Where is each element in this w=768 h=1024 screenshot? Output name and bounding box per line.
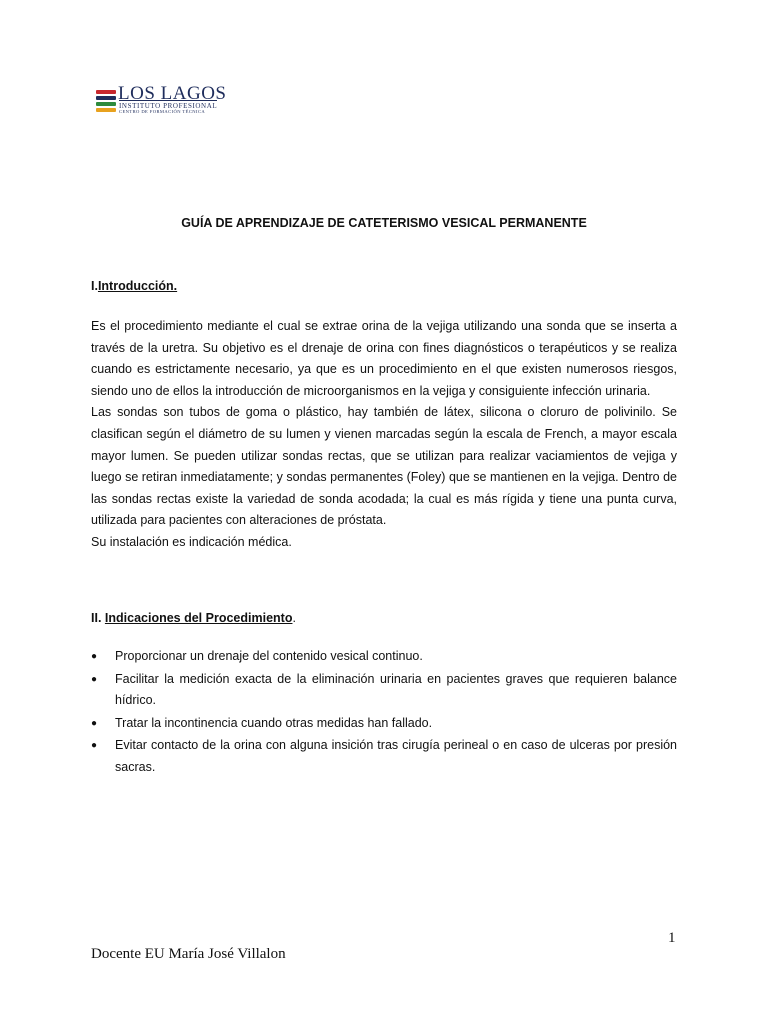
logo-subtitle-2: CENTRO DE FORMACIÓN TÉCNICA <box>119 109 206 114</box>
logo-subtitle: INSTITUTO PROFESIONAL <box>119 102 218 110</box>
bullet-icon: ● <box>91 717 98 729</box>
section-1-number: I. <box>91 279 98 293</box>
institution-logo <box>92 83 227 124</box>
flag-stripes-icon <box>96 90 116 114</box>
section-2-suffix: . <box>292 611 296 625</box>
paragraph: Es el procedimiento mediante el cual se extrae orina de la vejiga utilizando una sonda que se inserta a través de la uretra. Su objetivo es el drenaje de orina con fines diagnósticos o terapéuticos y se realiza cuando es estrictamente necesario, ya que es un procedimiento en el que existen numerosos riesgos, siendo uno de ellos la introducción de microorganismos en la vejiga y consiguiente infección urinaria. <box>91 319 677 398</box>
section-2-number: II. <box>91 611 102 625</box>
document-title: GUÍA DE APRENDIZAJE DE CATETERISMO VESICAL PERMANENTE <box>181 216 587 230</box>
bullet-icon: ● <box>91 673 98 685</box>
section-2-title: Indicaciones del Procedimiento <box>104 611 293 625</box>
bullet-icon: ● <box>91 651 98 662</box>
footer-author: Docente EU María José Villalon <box>91 946 286 962</box>
paragraph: Su instalación es indicación médica. <box>91 534 292 549</box>
logo-name: LOS LAGOS <box>118 83 227 104</box>
paragraph: Las sondas son tubos de goma o plástico, hay también de látex, silicona o cloruro de polivinilo. Se clasifican según el diámetro de su lumen y vienen marcadas según la escala de French, a mayor escala mayor lumen. Se pueden utilizar sondas rectas, que se utilizan para realizar vaciamientos de vejiga y luego se retiran inmediatamente; y sondas permanentes (Foley) que se mantienen en la vejiga. Dentro de las sondas rectas existe la variedad de sonda acodada; la cual es más rígida y tiene una punta curva, utilizada para pacientes con alteraciones de próstata. <box>91 405 677 528</box>
indications-list <box>91 646 677 778</box>
section-2-heading <box>91 611 296 625</box>
section-1-heading <box>91 279 177 293</box>
section-1-title: Introducción. <box>97 279 178 293</box>
bullet-icon: ● <box>91 740 98 751</box>
list-item: ● Proporcionar un drenaje del contenido vesical continuo. <box>91 646 677 668</box>
page-number: 1 <box>668 930 676 946</box>
list-item: ● Tratar la incontinencia cuando otras medidas han fallado. <box>91 713 677 735</box>
section-1-body <box>91 316 677 554</box>
list-item: ● Evitar contacto de la orina con alguna insición tras cirugía perineal o en caso de ulceras por presión sacras. <box>91 735 677 778</box>
list-item: ● Facilitar la medición exacta de la eliminación urinaria en pacientes graves que requieren balance hídrico. <box>91 669 677 712</box>
